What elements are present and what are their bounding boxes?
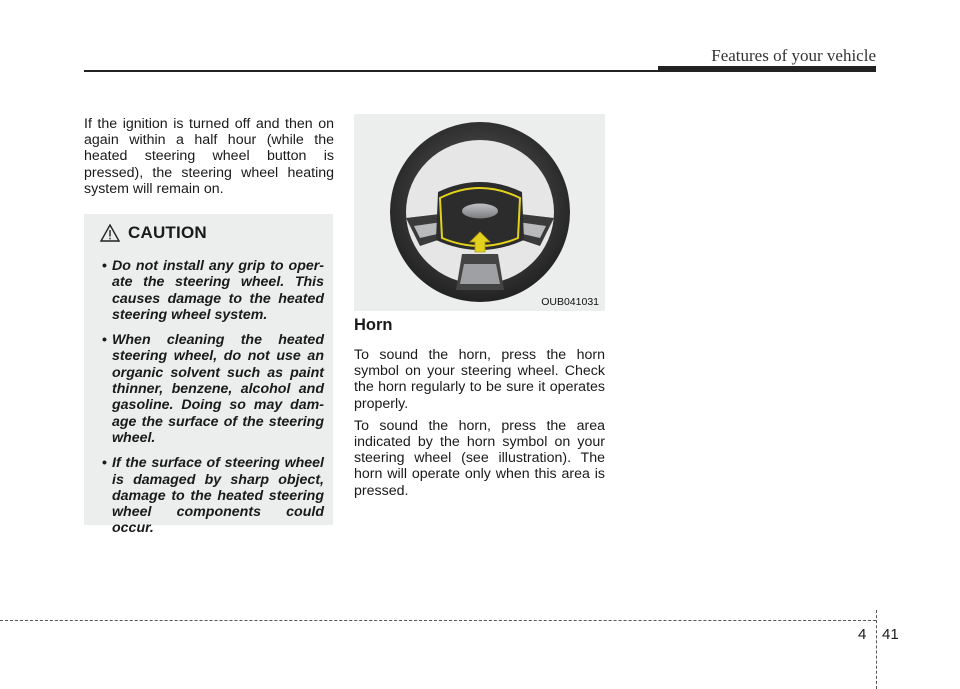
horn-paragraph-2: To sound the horn, press the area indicated by the horn symbol on your steering wheel (see illustration). The horn will operate only when this area is pressed.	[354, 417, 605, 499]
horn-heading: Horn	[354, 316, 393, 334]
horn-paragraph-1: To sound the horn, press the horn symbol on your steering wheel. Check the horn regularly to be sure it operates properly.	[354, 347, 605, 412]
header-rule-accent	[658, 66, 876, 72]
intro-paragraph: If the ignition is turned off and then on again within a half hour (while the heated steering wheel button is pressed), the steering wheel heating system will remain on.	[84, 116, 334, 197]
chapter-number: 4	[858, 626, 867, 643]
page-number: 41	[882, 626, 899, 643]
caution-header	[100, 223, 207, 243]
caution-title: CAUTION	[128, 223, 207, 242]
page-header-title: Features of your vehicle	[711, 46, 876, 65]
caution-item: • If the surface of steering wheel is damaged by sharp object, damage to the heated steering wheel components could occur.	[102, 455, 324, 537]
footer-page-separator	[876, 610, 877, 689]
footer-divider	[0, 620, 876, 621]
steering-wheel-illustration	[354, 114, 605, 311]
caution-item: • When cleaning the heated steering wheel, do not use an organic solvent such as paint thinner, benzene, alcohol and gasoline. Doing so may dam-age the surface of the steering wheel.	[102, 332, 324, 446]
figure-code: OUB041031	[541, 296, 599, 308]
right-column	[354, 316, 605, 505]
left-column	[84, 116, 334, 197]
caution-item: • Do not install any grip to oper-ate the steering wheel. This causes damage to the heated steering wheel system.	[102, 258, 324, 323]
caution-box	[84, 214, 333, 537]
steering-wheel-figure	[354, 114, 605, 311]
caution-list	[102, 258, 324, 546]
warning-triangle-icon	[100, 224, 120, 242]
